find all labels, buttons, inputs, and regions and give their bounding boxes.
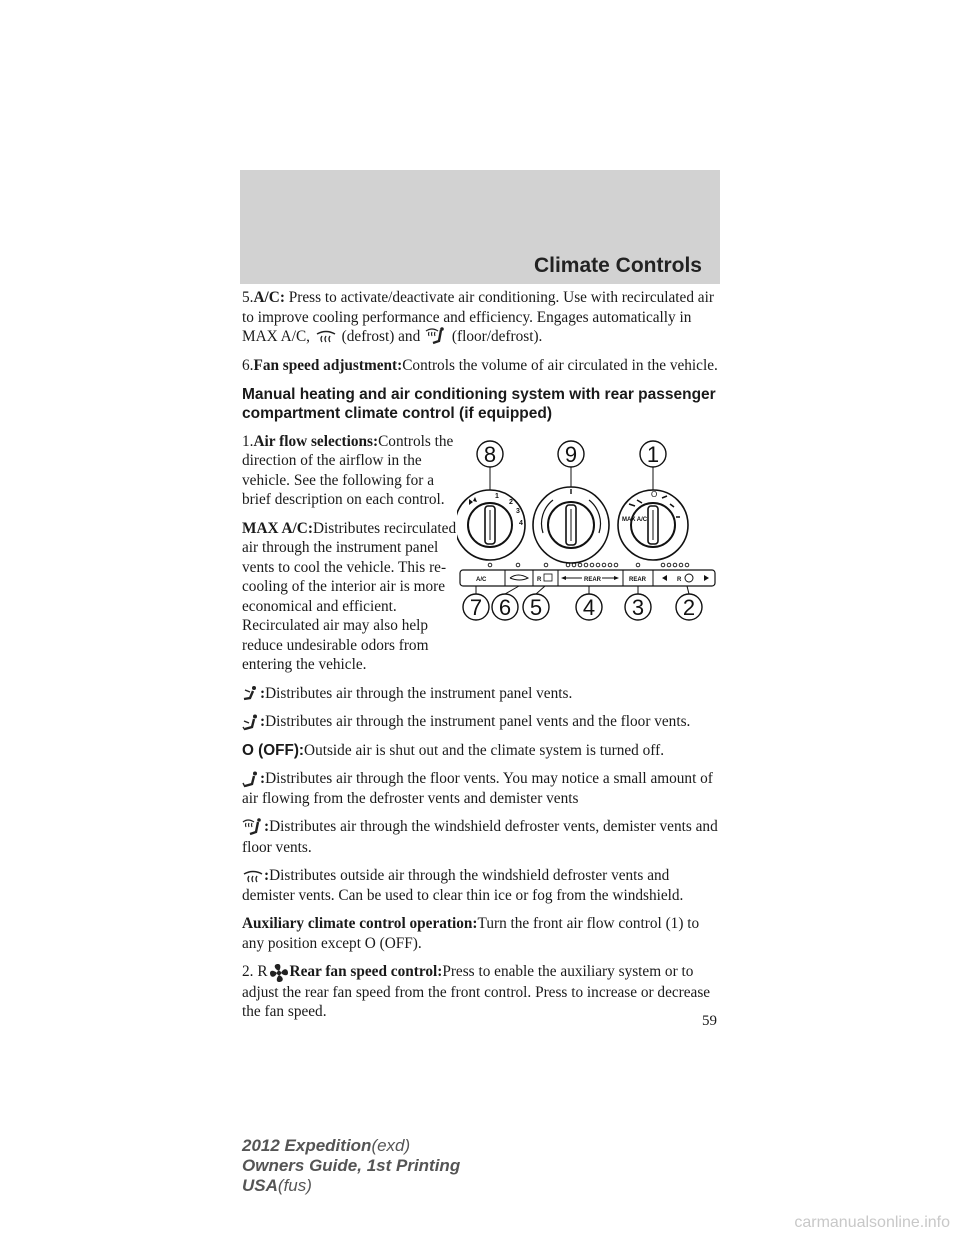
item-ac: 5.A/C: Press to activate/deactivate air conditioning. Use with recirculated air to improve cooling performance and efficiency. Engages automatically in MAX A/C, (defrost) and (floor/defrost). [242,288,720,347]
mode-floor: :Distributes air through the floor vents. You may notice a small amount of air flowing from the defroster vents and demister vents [242,770,713,807]
auxiliary-operation: Auxiliary climate control operation:Turn the front air flow control (1) to any position except O (OFF). [242,915,700,952]
svg-text:4: 4 [519,519,523,527]
mode-defrost: :Distributes outside air through the windshield defroster vents and demister vents. Can be used to clear thin ice or fog from the windshield. [242,867,684,904]
item-max-ac: MAX A/C:Distributes recirculated air through the instrument panel vents to cool the vehicle. This re-cooling of the interior air is more economical and efficient. Recirculated air may also help reduce undesirable odors from entering the vehicle. [242,519,457,674]
mode-off: O (OFF):Outside air is shut out and the climate system is turned off. [242,741,665,759]
page-content [242,288,720,1031]
temperature-knob [533,487,609,563]
callout-8: 8 [483,441,497,467]
defrost-icon [314,329,338,345]
fan-knob [457,490,525,560]
ac-button-label: A/C [476,576,487,583]
callout-9: 9 [564,441,578,467]
floor-defrost-icon [242,818,264,838]
callout-5: 5 [529,594,543,620]
floor-vent-icon [242,771,260,789]
item-airflow: 1.Air flow selections:Controls the direction of the airflow in the vehicle. See the following for a brief description on each control. [242,432,454,509]
svg-text:O: O [651,489,658,499]
rear-fan-icon [268,963,290,983]
panel-floor-vent-icon [242,714,260,732]
mode-floor-defrost: :Distributes air through the windshield defroster vents, demister vents and floor vents. [242,818,718,856]
mode-panel: :Distributes air through the instrument panel vents. [242,684,720,704]
climate-control-figure [457,432,720,684]
watermark[interactable]: carmanualsonline.info [794,1214,950,1231]
item-rear-fan: 2. R Rear fan speed control:Press to enable the auxiliary system or to adjust the rear fan speed from the front control. Press to increase or decrease the fan speed. [242,963,711,1021]
section-header-bar [240,170,720,284]
mode-panel-floor: :Distributes air through the instrument panel vents and the floor vents. [242,712,720,732]
button-strip [460,563,715,586]
climate-panel-diagram [457,432,720,622]
panel-vent-icon [242,685,260,703]
section-title: Climate Controls [533,254,702,277]
floor-defrost-icon [424,327,448,347]
svg-text:REAR: REAR [629,576,647,583]
callout-4: 4 [582,594,596,620]
svg-text:MAX A/C: MAX A/C [622,516,648,523]
airflow-block [242,432,720,684]
callout-6: 6 [498,594,512,620]
section-heading: Manual heating and air conditioning system with rear passenger compartment climate control (if equipped) [242,385,716,422]
svg-text:R: R [677,576,682,583]
callout-1: 1 [646,441,660,467]
item-fan-speed: 6.Fan speed adjustment:Controls the volume of air circulated in the vehicle. [242,357,718,375]
svg-text:1: 1 [495,492,499,500]
callout-3: 3 [631,594,645,620]
callout-7: 7 [469,594,483,620]
svg-text:REAR: REAR [584,576,602,583]
svg-text:3: 3 [516,507,520,515]
footer: 2012 Expedition(exd) Owners Guide, 1st Printing USA(fus) [242,1136,461,1195]
svg-text:R: R [537,576,542,583]
callout-2: 2 [682,594,696,620]
page-number: 59 [702,1013,717,1029]
defrost-icon [242,869,264,885]
mode-knob [618,490,688,560]
svg-text:2: 2 [509,498,513,506]
